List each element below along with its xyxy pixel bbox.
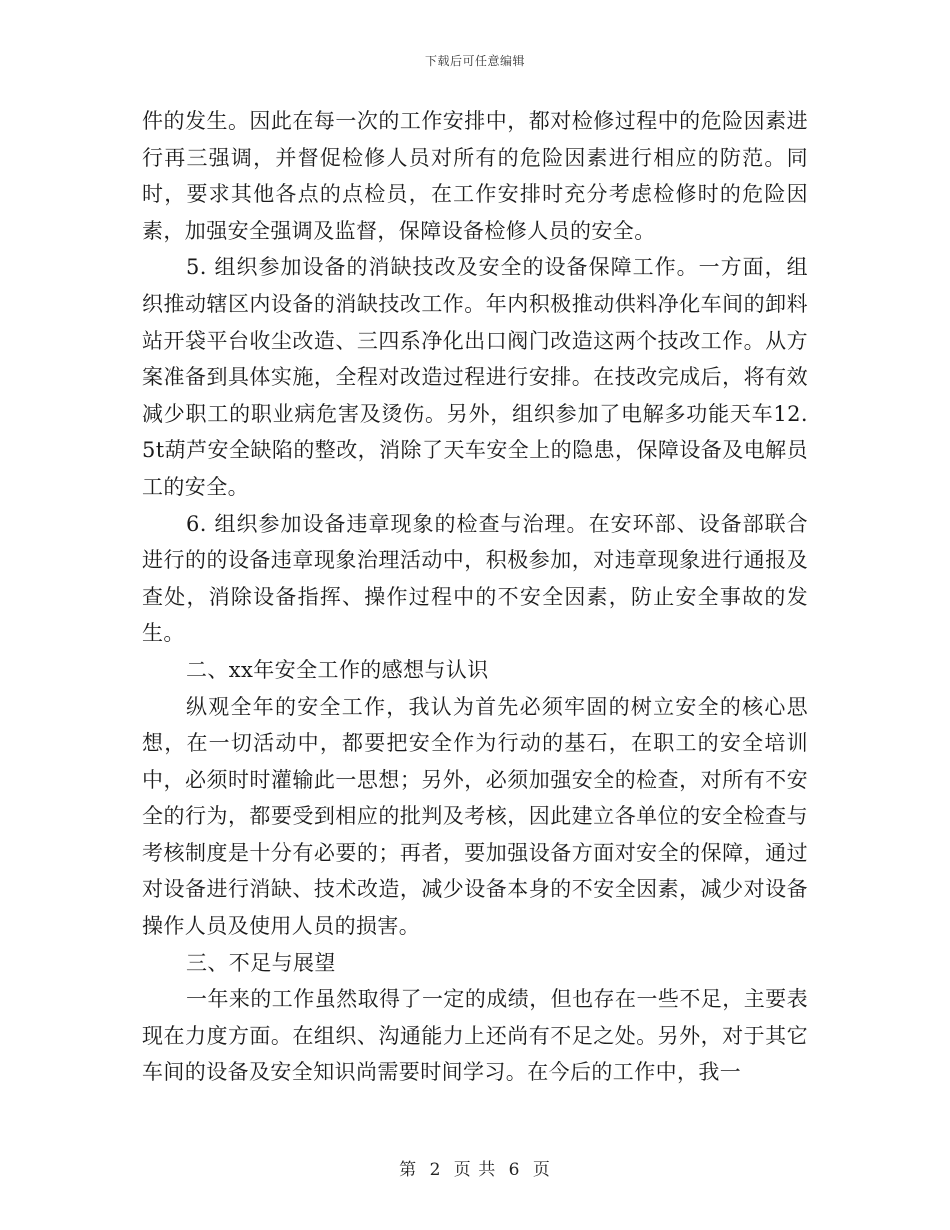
footer-prefix: 第 bbox=[399, 1160, 418, 1180]
section-heading-3: 三、不足与展望 bbox=[186, 950, 336, 975]
page-header: 下载后可任意编辑 bbox=[424, 54, 525, 68]
page-footer bbox=[0, 1155, 950, 1180]
paragraph-outlook: 一年来的工作虽然取得了一定的成绩，但也存在一些不足，主要表现在力度方面。在组织、沟通能力上还尚有不足之处。另外，对于其它车间的设备及安全知识尚需要时间学习。在今后的工作中，我一 bbox=[142, 987, 808, 1085]
paragraph-reflection: 纵观全年的安全工作，我认为首先必须牢固的树立安全的核心思想，在一切活动中，都要把安全作为行动的基石，在职工的安全培训中，必须时时灌输此一思想；另外，必须加强安全的检查，对所有不安全的行为，都要受到相应的批判及考核，因此建立各单位的安全检查与考核制度是十分有必要的；再者，要加强设备方面对安全的保障，通过对设备进行消缺、技术改造，减少设备本身的不安全因素，减少对设备操作人员及使用人员的损害。 bbox=[142, 694, 808, 939]
paragraph-item-6: 6. 组织参加设备违章现象的检查与治理。在安环部、设备部联合进行的的设备违章现象治理活动中，积极参加，对违章现象进行通报及查处，消除设备指挥、操作过程中的不安全因素，防止安全事故的发生。 bbox=[142, 511, 808, 646]
paragraph-continuation: 件的发生。因此在每一次的工作安排中，都对检修过程中的危险因素进行再三强调，并督促检修人员对所有的危险因素进行相应的防范。同时，要求其他各点的点检员，在工作安排时充分考虑检修时的危险因素，加强安全强调及监督，保障设备检修人员的安全。 bbox=[142, 109, 808, 243]
current-page-number: 2 bbox=[429, 1160, 442, 1180]
footer-middle: 页 共 bbox=[453, 1160, 497, 1180]
document-body bbox=[142, 103, 808, 1091]
paragraph-item-5: 5. 组织参加设备的消缺技改及安全的设备保障工作。一方面，组织推动辖区内设备的消缺技改工作。年内积极推动供料净化车间的卸料站开袋平台收尘改造、三四系净化出口阀门改造这两个技改工作。从方案准备到具体实施，全程对改造过程进行安排。在技改完成后，将有效减少职工的职业病危害及烫伤。另外，组织参加了电解多功能天车12.5t葫芦安全缺陷的整改，消除了天车安全上的隐患，保障设备及电解员工的安全。 bbox=[142, 255, 808, 499]
total-page-number: 6 bbox=[508, 1160, 521, 1180]
footer-suffix: 页 bbox=[532, 1160, 551, 1180]
section-heading-2: 二、xx年安全工作的感想与认识 bbox=[186, 657, 489, 682]
